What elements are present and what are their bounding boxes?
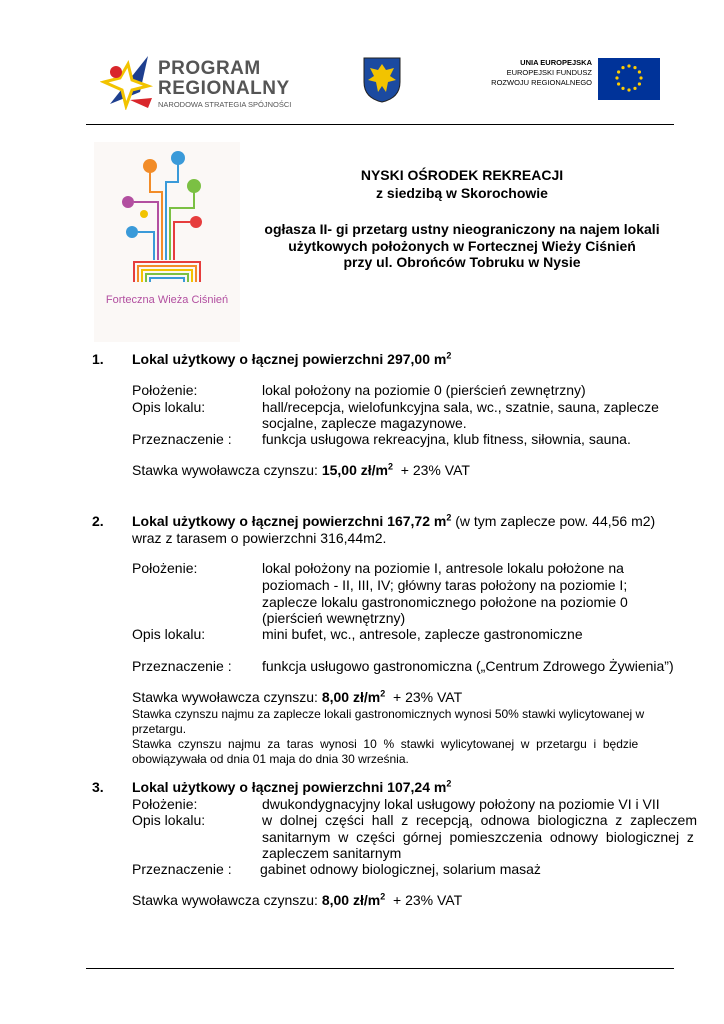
rate-line: Stawka wywoławcza czynszu: 8,00 $zł/m^2 + 23\%$ VAT (132, 891, 463, 908)
description-text: sanitarnym w części górnej pomieszczenia odnowy biologicznej z (262, 829, 694, 845)
rate-note: Stawka czynszu najmu za taras wynosi 10 % stawki wylicytowanej w przetargu i będzie (132, 737, 639, 751)
eu-logo-line1: UNIA EUROPEJSKA (520, 58, 592, 67)
location-label: Położenie: (132, 796, 198, 812)
forteczna-wieza-logo (94, 142, 240, 342)
purpose-label: Przeznaczenie : (132, 431, 232, 447)
rate-line: Stawka wywoławcza czynszu: 15,00 $zł/m^2 + 23\%$ VAT (132, 461, 470, 478)
rate-note: Stawka czynszu najmu za zaplecze lokali gastronomicznych wynosi 50% stawki wylicytowanej w (132, 707, 645, 721)
location-text: lokal położony na poziomie 0 (pierścień zewnętrzny) (262, 382, 586, 398)
location-text: zaplecze lokalu gastronomicznego położone na poziomie 0 (262, 594, 628, 610)
item-number: 3. (92, 779, 104, 795)
description-label: Opis lokalu: (132, 812, 206, 828)
rate-note: przetargu. (132, 722, 187, 736)
description-text: hall/recepcja, wielofunkcyjna sala, wc., szatnie, sauna, zaplecze (262, 399, 659, 415)
rate-note: obowiązywała od dnia 01 maja do dnia 30 września. (132, 752, 409, 766)
location-text: lokal położony na poziomie I, antresole lokalu położone na (262, 560, 624, 576)
title-line-3: ogłasza II- gi przetarg ustny nieograniczony na najem lokali (264, 221, 660, 237)
description-text: mini bufet, wc., antresole, zaplecze gastronomiczne (262, 626, 583, 642)
purpose-label: Przeznaczenie : (132, 658, 232, 674)
location-text: (pierścień wewnętrzny) (262, 610, 406, 626)
location-label: Położenie: (132, 382, 198, 398)
description-label: Opis lokalu: (132, 399, 206, 415)
header-divider (86, 124, 674, 125)
eu-flag-icon (598, 58, 660, 100)
program-logo-line1: PROGRAM (158, 58, 261, 79)
rate-line: Stawka wywoławcza czynszu: 8,00 $zł/m^2 + 23\%$ VAT (132, 688, 463, 705)
program-regionalny-logo (100, 50, 310, 112)
location-label: Położenie: (132, 560, 198, 576)
location-text: dwukondygnacyjny lokal usługowy położony na poziomie VI i VII (262, 796, 660, 812)
program-star-icon (100, 52, 158, 110)
title-line-2: z siedzibą w Skorochowie (376, 185, 548, 201)
purpose-text: funkcja usługowa rekreacyjna, klub fitness, siłownia, sauna. (262, 431, 631, 447)
purpose-text: funkcja usługowo gastronomiczna („Centrum Zdrowego Żywienia”) (262, 658, 674, 674)
program-logo-line3: NARODOWA STRATEGIA SPÓJNOŚCI (158, 100, 292, 109)
title-line-1: NYSKI OŚRODEK REKREACJI (360, 167, 564, 183)
item-number: 2. (92, 513, 104, 529)
item-number: 1. (92, 351, 104, 367)
program-logo-line2: REGIONALNY (158, 78, 290, 99)
description-label: Opis lokalu: (132, 626, 206, 642)
item-heading: Lokal użytkowy o łącznej powierzchni 297,00 $m^2$ (132, 350, 452, 367)
item-heading-line2: wraz z tarasem o powierzchni 316,44m2. (132, 530, 387, 546)
opole-coat-of-arms-icon (362, 56, 402, 104)
location-text: poziomach - II, III, IV; główny taras położony na poziomie I; (262, 577, 628, 593)
description-text: zapleczem sanitarnym (262, 845, 402, 861)
item-heading: Lokal użytkowy o łącznej powierzchni 167,72 $m^2$ (w tym zaplecze pow. 44,56 m2) (132, 512, 656, 529)
description-text: w dolnej części hall z recepcją, odnowa biologiczna z zapleczem (262, 812, 697, 828)
purpose-label: Przeznaczenie : (132, 861, 232, 877)
description-text: socjalne, zaplecze magazynowe. (262, 415, 467, 431)
item-heading: Lokal użytkowy o łącznej powierzchni 107,24 $m^2$ (132, 778, 452, 795)
tower-logo-caption: Forteczna Wieża Ciśnień (105, 294, 229, 306)
footer-divider (86, 968, 674, 969)
title-line-5: przy ul. Obrońców Tobruku w Nysie (343, 254, 581, 270)
eu-logo-line2: EUROPEJSKI FUNDUSZ (506, 68, 592, 77)
purpose-text: gabinet odnowy biologicznej, solarium masaż (260, 861, 541, 877)
title-line-4: użytkowych położonych w Fortecznej Wieży Ciśnień (288, 238, 636, 254)
eu-logo (480, 58, 660, 100)
eu-logo-line3: ROZWOJU REGIONALNEGO (491, 78, 592, 87)
tower-tree-icon (94, 142, 240, 292)
